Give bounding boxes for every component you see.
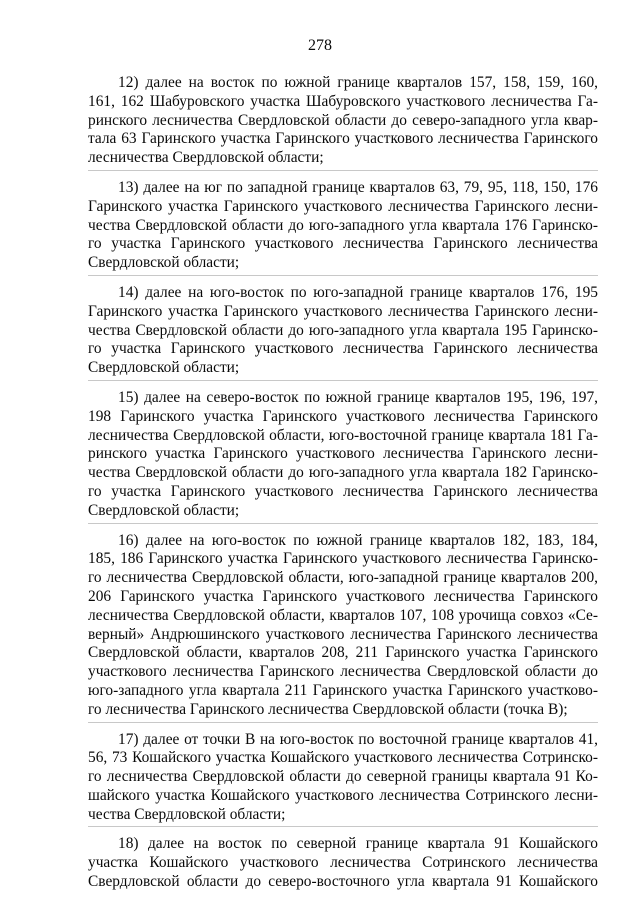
text-line: го участка Гаринского участкового лесничества Гаринского лесничества	[88, 482, 598, 500]
text-line: го лесничества Гаринского лесничества Свердловской области (точка В);	[88, 700, 568, 718]
page-number: 278	[308, 37, 332, 54]
text-line: 15) далее на северо-восток по южной границе кварталов 195, 196, 197,	[118, 388, 598, 406]
text-line: 206 Гаринского участка Гаринского участкового лесничества Гаринского	[88, 587, 598, 605]
text-line: 14) далее на юго-восток по юго-западной границе кварталов 176, 195	[118, 283, 598, 301]
text-line: го участка Гаринского участкового лесничества Гаринского лесничества	[88, 235, 598, 253]
text-line: чества Свердловской области до юго-западного угла квартала 195 Гаринско-	[88, 321, 598, 339]
text-line: 161, 162 Шабуровского участка Шабуровского участкового лесничества Га-	[88, 92, 598, 110]
document-body	[88, 74, 598, 902]
text-line: 16) далее на юго-восток по южной границе кварталов 182, 183, 184,	[118, 531, 598, 549]
paragraph-18	[88, 835, 598, 893]
text-line: лесничества Свердловской области, юго-восточной границе квартала 181 Га-	[88, 426, 598, 444]
paragraph-14	[88, 284, 598, 381]
text-line: чества Свердловской области до юго-западного угла квартала 176 Гаринско-	[88, 216, 598, 234]
text-line: 56, 73 Кошайского участка Кошайского участкового лесничества Сотринско-	[88, 749, 598, 767]
paragraph-13	[88, 179, 598, 276]
paragraph-15	[88, 389, 598, 524]
text-line: 18) далее на восток по северной границе квартала 91 Кошайского	[118, 835, 598, 853]
text-line: участка Кошайского участкового лесничества Сотринского лесничества	[88, 854, 598, 872]
text-line: чества Свердловской области до юго-западного угла квартала 182 Гаринско-	[88, 464, 598, 482]
text-line: Свердловской области;	[88, 501, 240, 519]
text-line: лесничества Свердловской области, кварталов 107, 108 урочища совхоз «Се-	[88, 606, 598, 624]
text-line: верный» Андрюшинского участкового лесничества Гаринского лесничества	[88, 625, 598, 643]
text-line: го участка Гаринского участкового лесничества Гаринского лесничества	[88, 340, 598, 358]
text-line: 12) далее на восток по южной границе кварталов 157, 158, 159, 160,	[118, 74, 598, 91]
paragraph-12	[88, 74, 598, 171]
text-line: юго-западного угла квартала 211 Гаринского участка Гаринского участково-	[88, 681, 598, 699]
paragraph-16	[88, 532, 598, 723]
text-line: Свердловской области;	[88, 254, 240, 272]
text-line: 185, 186 Гаринского участка Гаринского участкового лесничества Гаринско-	[88, 550, 598, 568]
text-line: чества Свердловской области;	[88, 805, 286, 823]
text-line: шайского участка Кошайского участкового лесничества Сотринского лесни-	[88, 786, 598, 804]
text-line: го лесничества Свердловской области, юго-западной границе кварталов 200,	[88, 569, 598, 587]
text-line: 17) далее от точки В на юго-восток по восточной границе кварталов 41,	[118, 730, 598, 748]
text-line: тала 63 Гаринского участка Гаринского участкового лесничества Гаринского	[88, 130, 598, 148]
text-line: Гаринского участка Гаринского участкового лесничества Гаринского лесни-	[88, 197, 598, 215]
paragraph-17	[88, 731, 598, 828]
text-line: Свердловской области;	[88, 359, 240, 377]
text-line: Свердловской области до северо-восточного угла квартала 91 Кошайского	[88, 873, 598, 891]
text-line: Свердловской области, кварталов 208, 211 Гаринского участка Гаринского	[88, 644, 598, 662]
text-line: Гаринского участка Гаринского участкового лесничества Гаринского лесни-	[88, 302, 598, 320]
text-line: 198 Гаринского участка Гаринского участкового лесничества Гаринского	[88, 407, 598, 425]
text-line: го лесничества Свердловской области до северной границы квартала 91 Ко-	[88, 768, 598, 786]
text-line: ринского лесничества Свердловской области до северо-западного угла квар-	[88, 111, 598, 129]
text-line: ринского участка Гаринского участкового лесничества Гаринского лесни-	[88, 445, 598, 463]
text-line: 13) далее на юг по западной границе кварталов 63, 79, 95, 118, 150, 176	[118, 178, 598, 196]
text-line: участкового лесничества Гаринского лесничества Свердловской области до	[88, 663, 598, 681]
text-line: лесничества Свердловской области;	[88, 149, 324, 167]
